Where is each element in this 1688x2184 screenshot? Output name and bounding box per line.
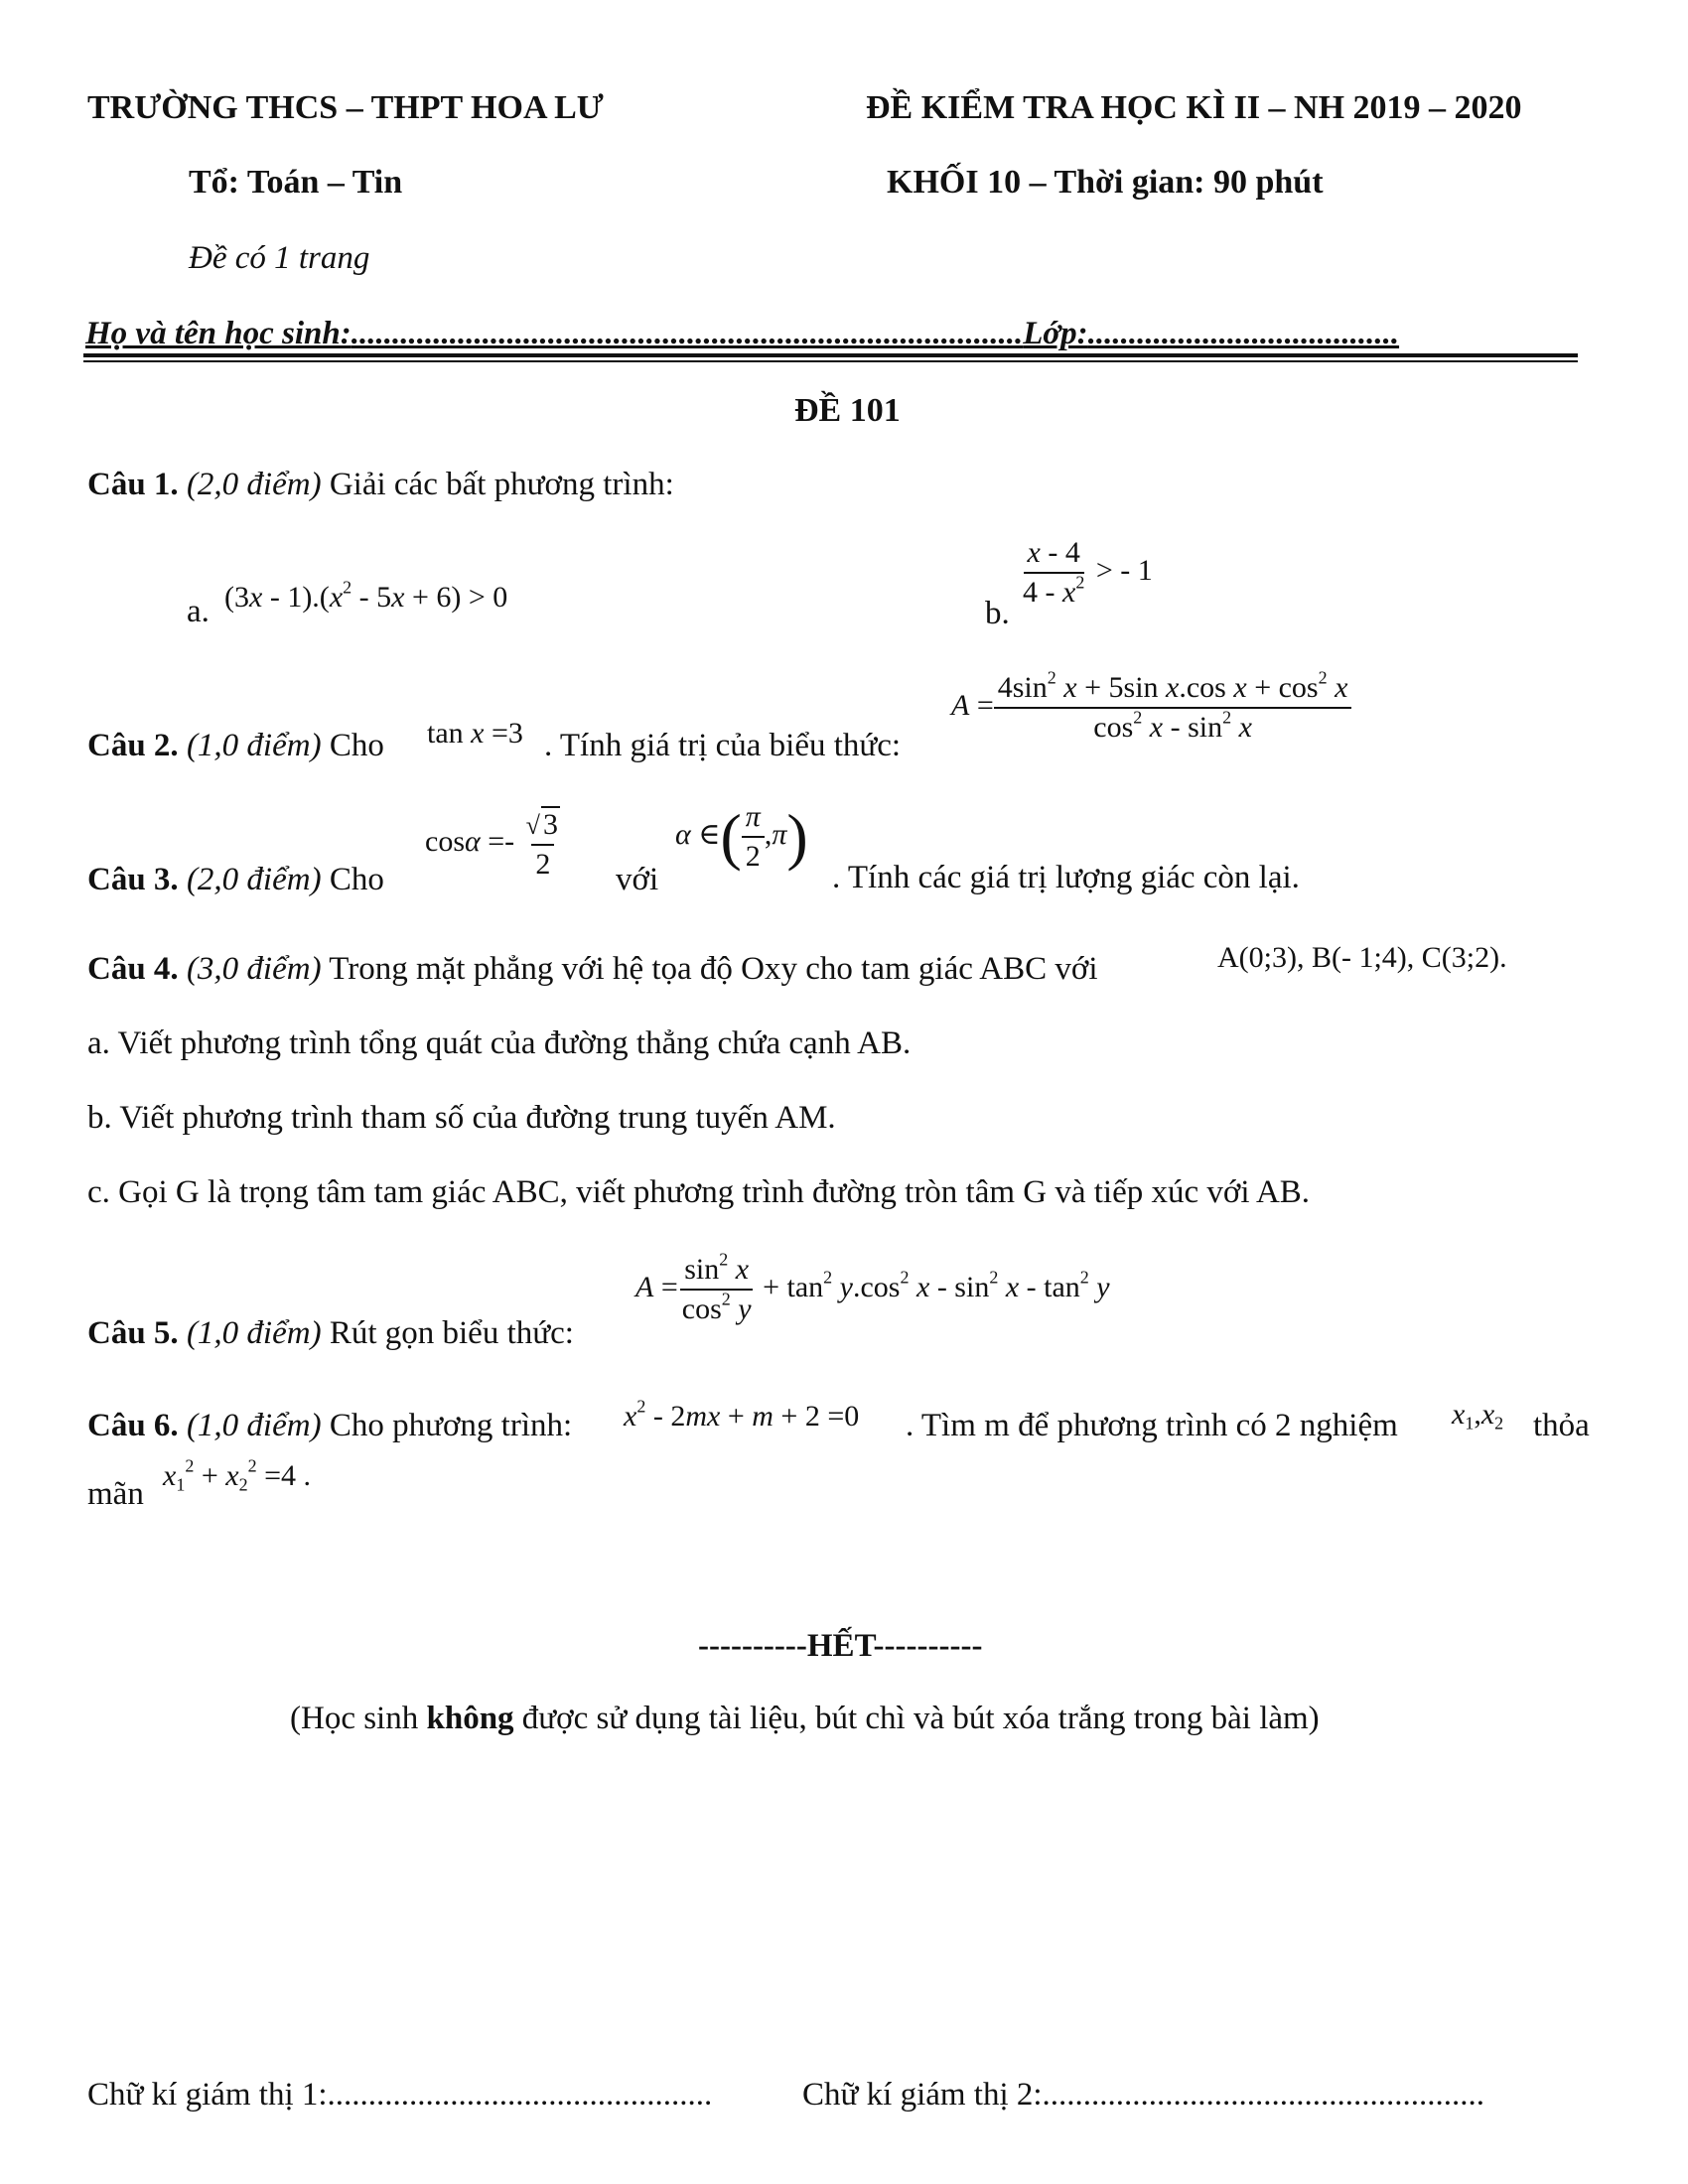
q2-condition: tan x =3	[427, 717, 523, 750]
proctor-signature-2: Chữ kí giám thị 2:......................................................	[802, 2077, 1485, 2113]
q1-b-formula: $\frac{x - 4}{4 - x^2}$ > - 1	[1023, 536, 1153, 609]
q5-expression: A = $\frac{\sin^2 x}{\cos^2 y}$ + $\tan^2 y.\cos^2$ x - $\sin^2 x - \tan^2 y$	[635, 1249, 1110, 1325]
question-5	[87, 1315, 574, 1352]
end-marker: ----------HẾT----------	[698, 1628, 983, 1664]
student-name-blank: ..................................................................................	[351, 316, 1024, 351]
student-info-line	[85, 316, 1399, 352]
q6-text-before: Cho phương trình:	[329, 1408, 573, 1443]
q4-part-b: b. Viết phương trình tham số của đường trung tuyến AM.	[87, 1100, 836, 1136]
student-name-label: Họ và tên học sinh:	[85, 316, 352, 351]
q2-expression: A = $\frac{4\sin^2 x + 5\sin x.\cos x + \cos^2 x}{\cos^2 x - \sin^2 x}$	[951, 671, 1351, 745]
q3-label: Câu 3.	[87, 862, 179, 897]
q3-points: (2,0 điểm)	[186, 862, 322, 897]
q3-interval: α ∈( $\frac{\pi}{2}$ ,π)	[675, 800, 808, 873]
q3-text-mid: với	[616, 862, 659, 897]
q4-points: (3,0 điểm)	[186, 951, 322, 987]
q2-points: (1,0 điểm)	[186, 728, 322, 763]
q6-points: (1,0 điểm)	[186, 1408, 322, 1443]
question-6	[87, 1408, 572, 1444]
question-4	[87, 951, 1098, 988]
q2-text-after: . Tính giá trị của biểu thức:	[544, 728, 902, 763]
proctor-signature-1: Chữ kí giám thị 1:...............................................	[87, 2077, 713, 2113]
question-2	[87, 728, 384, 764]
department: Tổ: Toán – Tin	[189, 164, 403, 201]
page-note: Đề có 1 trang	[189, 240, 370, 276]
q3-text-after: . Tính các giá trị lượng giác còn lại.	[832, 860, 1300, 895]
q1-points: (2,0 điểm)	[186, 467, 322, 502]
grade-time: KHỐI 10 – Thời gian: 90 phút	[887, 164, 1324, 201]
footer-note	[290, 1701, 1320, 1737]
q5-points: (1,0 điểm)	[186, 1315, 322, 1351]
school-name: TRƯỜNG THCS – THPT HOA LƯ	[87, 89, 604, 126]
q5-text: Rút gọn biểu thức:	[329, 1315, 574, 1351]
class-label: Lớp:	[1023, 316, 1088, 351]
q1-label: Câu 1.	[87, 467, 179, 502]
footer-note-after: được sử dụng tài liệu, bút chì và bút xóa trắng trong bài làm)	[513, 1701, 1320, 1736]
q6-condition: $x_1^2 + x_2^2 =4$ .	[163, 1455, 311, 1495]
q5-label: Câu 5.	[87, 1315, 179, 1351]
q1-a-formula: $(3x - 1).(x^2 - 5x + 6) > 0$	[224, 577, 508, 614]
q4-text: Trong mặt phẳng với hệ tọa độ Oxy cho tam giác ABC với	[329, 951, 1098, 987]
header-rule-thick	[83, 353, 1578, 357]
q4-vertices-text: A(0;3), B(- 1;4), C(3;2)	[1217, 941, 1500, 974]
q1-a-label: a.	[187, 594, 210, 629]
class-blank: ......................................	[1087, 316, 1400, 351]
q2-text-before: Cho	[329, 728, 384, 763]
question-1	[87, 467, 674, 503]
exam-title: ĐỀ KIỂM TRA HỌC KÌ II – NH 2019 – 2020	[866, 89, 1522, 126]
exam-code: ĐỀ 101	[794, 392, 901, 429]
footer-note-bold: không	[426, 1701, 514, 1736]
question-3	[87, 862, 384, 898]
q3-cos-value: cosα =- $\frac{√ 3}{2}$	[425, 808, 558, 881]
q6-label: Câu 6.	[87, 1408, 179, 1443]
q6-equation: $x^2 - 2mx + m + 2 =0$	[624, 1396, 860, 1433]
header-rule-thin	[83, 360, 1578, 362]
q4-label: Câu 4.	[87, 951, 179, 987]
q4-part-c: c. Gọi G là trọng tâm tam giác ABC, viết phương trình đường tròn tâm G và tiếp xúc với AB.	[87, 1174, 1311, 1210]
q2-label: Câu 2.	[87, 728, 179, 763]
q1-b-label: b.	[985, 596, 1010, 631]
q3-text-before: Cho	[329, 862, 384, 897]
q6-text-end: thỏa	[1533, 1408, 1590, 1443]
q1-text: Giải các bất phương trình:	[329, 467, 674, 502]
q6-text-mid: . Tìm m để phương trình có 2 nghiệm	[906, 1408, 1398, 1443]
q6-roots: $x_1,x_2$	[1452, 1398, 1504, 1433]
q4-vertices: A(0;3), B(- 1;4), C(3;2).	[1217, 941, 1507, 974]
q6-line2: mãn	[87, 1476, 144, 1512]
footer-note-before: (Học sinh	[290, 1701, 427, 1736]
q4-part-a: a. Viết phương trình tổng quát của đường thẳng chứa cạnh AB.	[87, 1025, 912, 1061]
